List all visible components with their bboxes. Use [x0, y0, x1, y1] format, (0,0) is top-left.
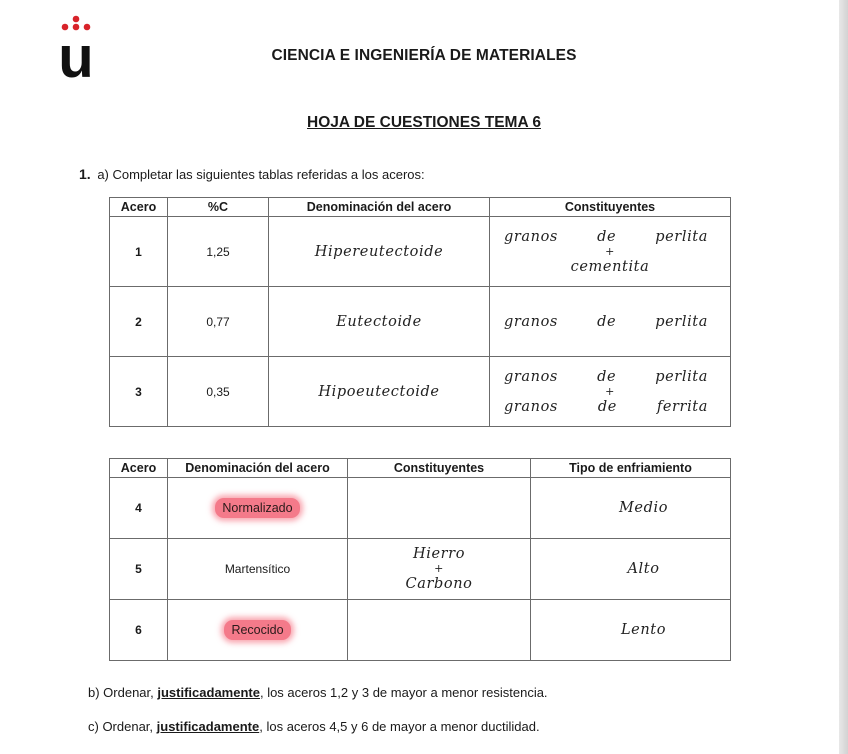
part-b-text: [88, 685, 548, 700]
table-header-row: [110, 459, 731, 478]
table-treatment: [109, 458, 731, 661]
header-constituyentes: Constituyentes: [348, 459, 531, 478]
word: granos: [504, 368, 558, 385]
table-row: [110, 478, 731, 539]
part-b-before: b) Ordenar,: [88, 685, 158, 700]
part-c-after: , los aceros 4,5 y 6 de mayor a menor ductilidad.: [259, 719, 540, 734]
table-composition: [109, 197, 731, 427]
header-acero: Acero: [110, 198, 168, 217]
cell-constituyentes: [348, 600, 531, 661]
part-b-keyword: justificadamente: [157, 685, 260, 700]
constituyentes-line: cementita: [570, 258, 650, 275]
cell-constituyentes: [348, 539, 531, 600]
word: perlita: [655, 228, 708, 245]
constituyentes-line: Hierro: [412, 546, 466, 562]
course-title: CIENCIA E INGENIERÍA DE MATERIALES: [271, 47, 577, 64]
table-row: [110, 287, 731, 357]
part-b-after: , los aceros 1,2 y 3 de mayor a menor resistencia.: [259, 685, 548, 700]
constituyentes-line: [490, 397, 730, 417]
plus-sign: +: [605, 384, 615, 398]
constituyentes-line: [490, 367, 730, 387]
cell-enfriamiento: Lento: [531, 600, 731, 661]
cell-denominacion: [168, 600, 348, 661]
cell-denominacion: Eutectoide: [269, 287, 490, 357]
word: de: [597, 398, 617, 415]
part-c-before: c) Ordenar,: [88, 719, 157, 734]
table-row: [110, 357, 731, 427]
table-row: [110, 217, 731, 287]
part-c-text: [88, 719, 540, 734]
word: perlita: [655, 368, 708, 385]
word: granos: [504, 228, 558, 245]
word: granos: [504, 313, 558, 330]
cell-constituyentes: [348, 478, 531, 539]
word: de: [597, 228, 617, 245]
plus-sign: +: [434, 562, 444, 575]
part-c-keyword: justificadamente: [156, 719, 260, 734]
cell-carbon: 0,35: [168, 357, 269, 427]
word: perlita: [655, 313, 708, 330]
word: de: [597, 368, 617, 385]
question-number: 1.: [79, 166, 91, 182]
cell-acero: 6: [110, 600, 168, 661]
table-row: [110, 600, 731, 661]
table-header-row: [110, 198, 731, 217]
cell-carbon: 1,25: [168, 217, 269, 287]
header-carbon: %C: [168, 198, 269, 217]
cell-acero: 4: [110, 478, 168, 539]
cell-denominacion: Hipereutectoide: [269, 217, 490, 287]
cell-acero: 1: [110, 217, 168, 287]
cell-denominacion: [168, 478, 348, 539]
cell-acero: 3: [110, 357, 168, 427]
word: ferrita: [656, 398, 708, 415]
cell-carbon: 0,77: [168, 287, 269, 357]
header-constituyentes: Constituyentes: [490, 198, 731, 217]
table-row: [110, 539, 731, 600]
logo-letter: u: [58, 25, 94, 82]
cell-enfriamiento: Alto: [531, 539, 731, 600]
constituyentes-line: [490, 227, 730, 247]
cell-constituyentes: [490, 357, 731, 427]
sheet-title: HOJA DE CUESTIONES TEMA 6: [307, 114, 541, 131]
constituyentes-line: [490, 312, 730, 332]
header-denominacion: Denominación del acero: [269, 198, 490, 217]
cell-denominacion: Hipoeutectoide: [269, 357, 490, 427]
constituyentes-line: Carbono: [405, 576, 473, 592]
cell-acero: 5: [110, 539, 168, 600]
cell-constituyentes: [490, 217, 731, 287]
word: de: [597, 313, 617, 330]
question-1-prompt: [79, 166, 425, 182]
plus-sign: +: [605, 244, 615, 258]
header-enfriamiento: Tipo de enfriamiento: [531, 459, 731, 478]
highlighted-text: Recocido: [224, 620, 290, 640]
header-denominacion: Denominación del acero: [168, 459, 348, 478]
cell-enfriamiento: Medio: [531, 478, 731, 539]
cell-denominacion: Martensítico: [168, 539, 348, 600]
cell-acero: 2: [110, 287, 168, 357]
word: granos: [504, 398, 558, 415]
header-acero: Acero: [110, 459, 168, 478]
question-text: a) Completar las siguientes tablas referidas a los aceros:: [97, 167, 425, 182]
cell-constituyentes: [490, 287, 731, 357]
highlighted-text: Normalizado: [215, 498, 299, 518]
